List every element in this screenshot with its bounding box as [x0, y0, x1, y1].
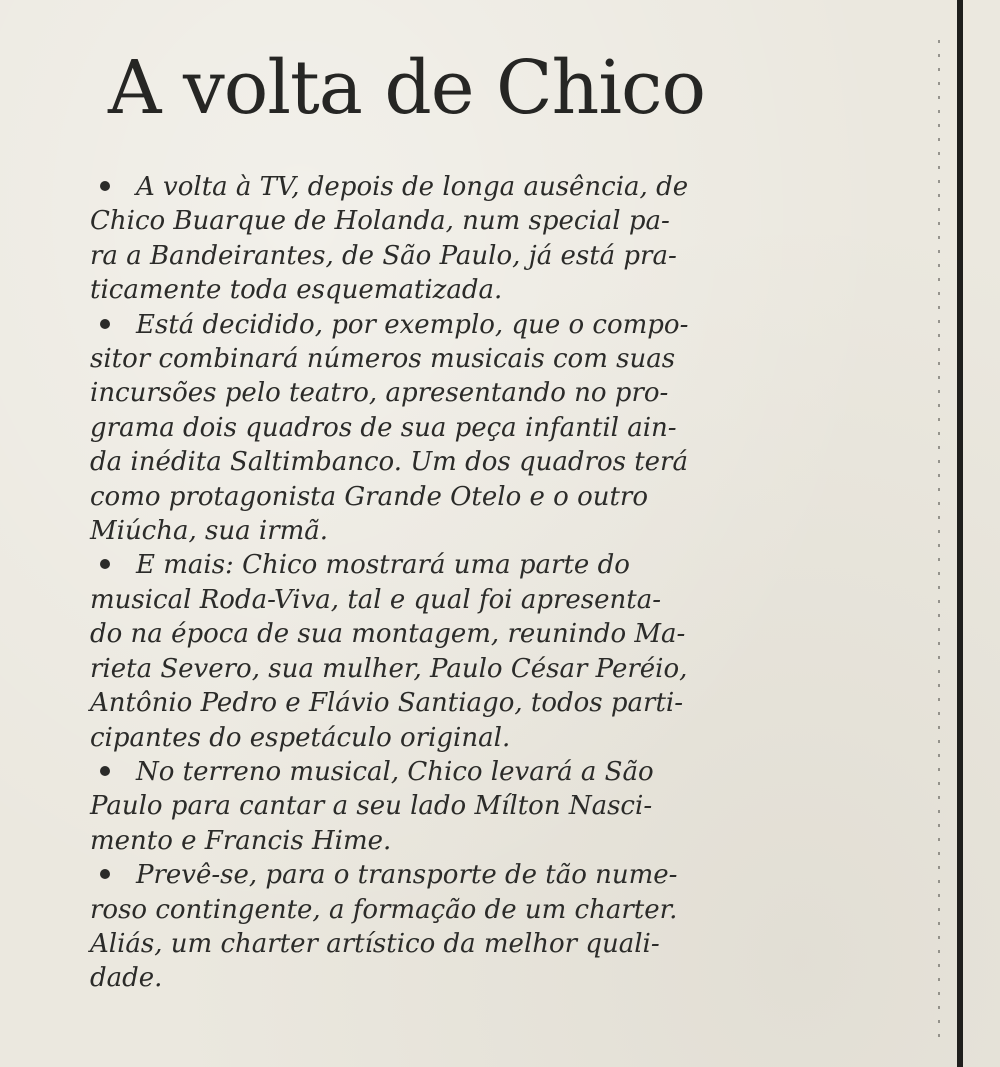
bullet-icon: [100, 181, 110, 191]
paragraph-5: [90, 858, 850, 996]
paragraph-line: sitor combinará números musicais com suas: [90, 344, 676, 375]
paragraph-line: Está decidido, por exemplo, que o compo-: [90, 308, 850, 342]
paragraph-line: Miúcha, sua irmã.: [90, 516, 329, 547]
paragraph-line: cipantes do espetáculo original.: [90, 722, 511, 753]
paragraph-line: A volta à TV, depois de longa ausência, de: [90, 170, 850, 204]
paragraph-line: incursões pelo teatro, apresentando no pro-: [90, 378, 669, 409]
paragraph-line: Aliás, um charter artístico da melhor quali-: [90, 928, 660, 959]
paragraph-line: roso contingente, a formação de um charter.: [90, 894, 678, 925]
paragraph-line: Chico Buarque de Holanda, num special pa-: [90, 206, 670, 237]
bullet-icon: [100, 319, 110, 329]
paragraph-line: Prevê-se, para o transporte de tão nume-: [90, 858, 850, 892]
headline: A volta de Chico: [108, 45, 705, 131]
paragraph-line: grama dois quadros de sua peça infantil ain-: [90, 412, 677, 443]
paragraph-line: ticamente toda esquematizada.: [90, 275, 503, 306]
paragraph-line: rieta Severo, sua mulher, Paulo César Peréio,: [90, 653, 688, 684]
paragraph-line: mento e Francis Hime.: [90, 825, 392, 856]
column-rule: [957, 0, 963, 1067]
bullet-icon: [100, 766, 110, 776]
paragraph-line: como protagonista Grande Otelo e o outro: [90, 481, 648, 512]
paragraph-line: ra a Bandeirantes, de São Paulo, já está pra-: [90, 240, 677, 271]
article-body: [90, 170, 850, 996]
paragraph-line: Paulo para cantar a seu lado Mílton Nasci-: [90, 791, 653, 822]
paragraph-line: da inédita Saltimbanco. Um dos quadros terá: [90, 447, 688, 478]
paragraph-4: [90, 755, 850, 858]
paragraph-3: [90, 548, 850, 754]
bullet-icon: [100, 559, 110, 569]
paragraph-line: Antônio Pedro e Flávio Santiago, todos parti-: [90, 688, 684, 719]
paragraph-2: [90, 308, 850, 549]
paragraph-line: No terreno musical, Chico levará a São: [90, 755, 850, 789]
paragraph-line: musical Roda-Viva, tal e qual foi apresenta-: [90, 584, 661, 615]
bullet-icon: [100, 869, 110, 879]
paragraph-line: dade.: [90, 963, 163, 994]
column-divider: [938, 40, 940, 1040]
paragraph-1: [90, 170, 850, 308]
paragraph-line: do na época de sua montagem, reunindo Ma-: [90, 619, 686, 650]
paragraph-line: E mais: Chico mostrará uma parte do: [90, 548, 850, 582]
